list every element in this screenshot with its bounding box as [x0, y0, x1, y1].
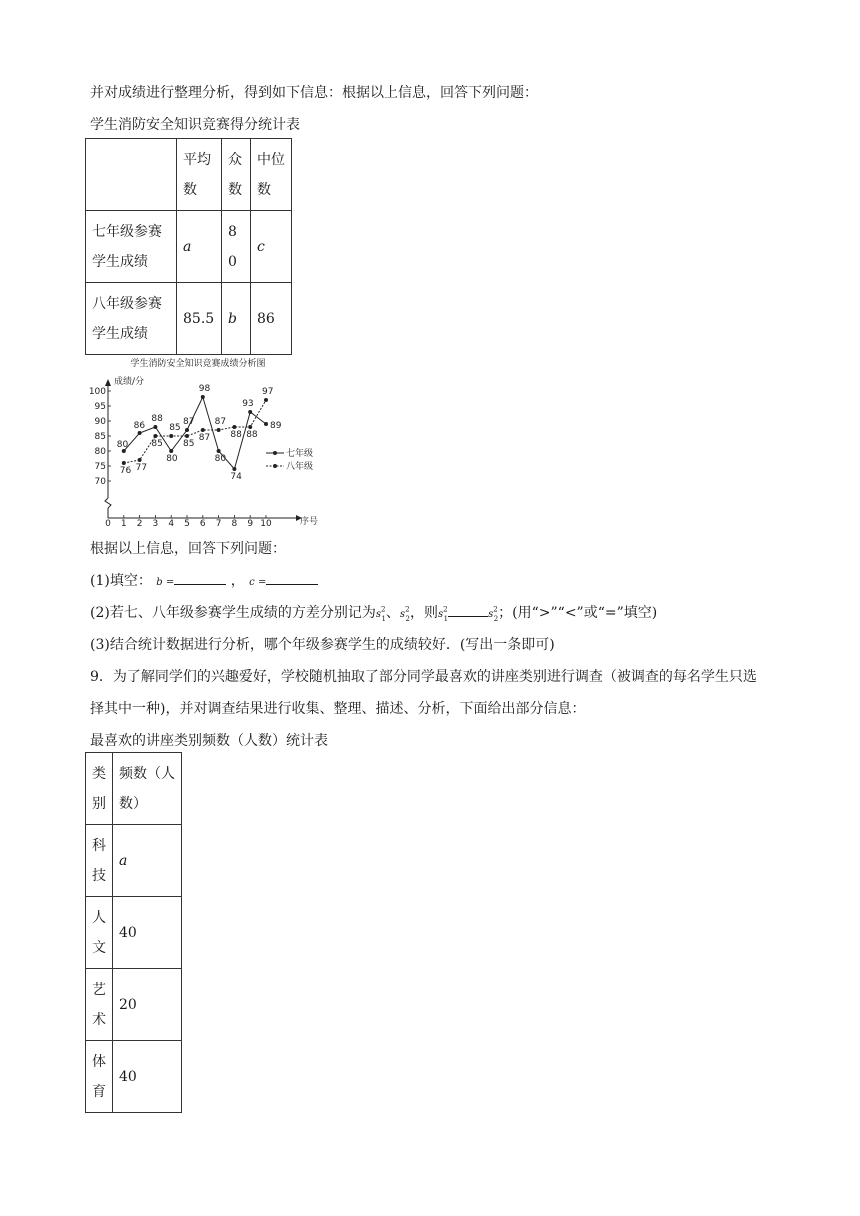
y-tick-label: 95	[94, 402, 106, 412]
q2-text: (2)若七、八年级参赛学生成绩的方差分别记为	[90, 605, 376, 621]
table-cell: c	[251, 211, 292, 283]
q2-s-2: s	[488, 609, 494, 620]
question-2: (2)若七、八年级参赛学生成绩的方差分别记为$s^2_1$、$s^2_2$，则$s^2_1$ $s^2_2$；(用“>”“<”或“=”填空)	[90, 602, 657, 623]
after-chart-text: 根据以上信息，回答下列问题：	[90, 541, 286, 557]
table-row	[86, 1041, 182, 1113]
intro-text: 并对成绩进行整理分析，得到如下信息：根据以上信息，回答下列问题：	[90, 85, 538, 101]
table-row-label: 八年级参赛学生成绩	[86, 283, 177, 355]
data-point	[248, 425, 252, 429]
x-tick-label: 1	[120, 519, 127, 529]
q2-then: ，则	[410, 605, 438, 621]
table-row-label: 艺术	[86, 969, 113, 1041]
x-tick-label: 5	[184, 519, 190, 529]
table-row	[86, 969, 182, 1041]
table-cell: b	[222, 283, 251, 355]
q1-b-blank[interactable]	[174, 570, 226, 585]
x-axis-label: 序号	[300, 517, 319, 527]
data-label: 93	[242, 399, 254, 409]
x-tick-label: 3	[152, 519, 159, 529]
q1-c-label: c =	[249, 577, 267, 588]
data-label: 87	[214, 417, 227, 427]
data-point	[201, 395, 205, 399]
data-point	[217, 428, 221, 432]
q1-sep: ，	[230, 573, 245, 589]
data-point	[138, 431, 142, 435]
data-label: 97	[262, 387, 274, 397]
data-label: 88	[246, 430, 258, 440]
table-row-label: 体育	[86, 1041, 113, 1113]
y-tick-label: 75	[94, 462, 106, 472]
table-row	[86, 139, 292, 211]
q2-s1: s	[375, 609, 381, 620]
data-label: 89	[270, 421, 282, 431]
q2-sep: 、	[385, 605, 400, 621]
table1-caption: 学生消防安全知识竞赛得分统计表	[90, 117, 300, 133]
x-tick-label: 2	[136, 519, 143, 529]
data-point	[185, 428, 189, 432]
table-header-cell: 频数（人数）	[113, 753, 182, 825]
table-header-cell: 中位数	[251, 139, 292, 211]
data-point	[232, 467, 236, 471]
data-point	[201, 428, 205, 432]
data-label: 88	[230, 430, 242, 440]
data-label: 86	[133, 421, 146, 431]
q2-tail: ；(用“>”“<”或“=”填空)	[498, 605, 658, 621]
data-point	[185, 434, 189, 438]
q2-s2: s	[399, 609, 406, 620]
table-header-cell: 平均数	[177, 139, 222, 211]
table2-caption: 最喜欢的讲座类别频数（人数）统计表	[90, 733, 328, 749]
x-tick-label: 6	[199, 519, 206, 529]
data-label: 85	[151, 439, 163, 449]
table-row	[86, 211, 292, 283]
legend-marker	[273, 451, 277, 455]
legend-label: 七年级	[286, 449, 314, 459]
data-label: 80	[214, 454, 227, 464]
data-point	[153, 425, 157, 429]
data-point	[153, 434, 157, 438]
q1-c-blank[interactable]	[266, 570, 318, 585]
x-tick-label: 8	[231, 519, 238, 529]
table-row-label: 人文	[86, 897, 113, 969]
table-cell: 86	[251, 283, 292, 355]
data-point	[217, 449, 221, 453]
data-point	[264, 422, 268, 426]
x-tick-label: 10	[260, 519, 272, 529]
score-line-chart	[88, 354, 338, 530]
data-label: 85	[183, 439, 195, 449]
data-label: 85	[169, 423, 181, 433]
table-row	[86, 825, 182, 897]
table-row	[86, 897, 182, 969]
table-header-cell: 众数	[222, 139, 251, 211]
table-row	[86, 283, 292, 355]
table-row-label: 七年级参赛学生成绩	[86, 211, 177, 283]
table-header-cell	[86, 139, 177, 211]
question-9-line1: 9．为了解同学们的兴趣爱好，学校随机抽取了部分同学最喜欢的讲座类别进行调查（被调查的每名学生只选	[90, 669, 757, 685]
table-row	[86, 753, 182, 825]
lecture-frequency-table	[85, 752, 182, 1113]
data-label: 77	[135, 463, 148, 473]
data-label: 88	[151, 414, 163, 424]
q2-blank[interactable]	[448, 602, 488, 617]
data-point	[248, 410, 252, 414]
table-cell: 40	[113, 897, 182, 969]
data-label: 80	[116, 440, 129, 450]
q1-b-label: b =	[156, 577, 175, 588]
data-label: 98	[198, 384, 211, 394]
table-header-cell: 类别	[86, 753, 113, 825]
q2-s-1: s	[438, 609, 444, 620]
data-label: 87	[183, 417, 195, 427]
table-cell: a	[177, 211, 222, 283]
data-point	[138, 458, 142, 462]
data-point	[264, 398, 268, 402]
data-point	[169, 449, 173, 453]
data-label: 80	[166, 454, 178, 464]
data-point	[169, 434, 173, 438]
x-tick-label: 9	[247, 519, 254, 529]
x-tick-label: 7	[215, 519, 222, 529]
table-cell: a	[113, 825, 182, 897]
y-tick-label: 85	[94, 432, 106, 442]
x-tick-label: 0	[105, 519, 111, 529]
q1-prefix: (1)填空：	[90, 573, 152, 589]
y-tick-label: 100	[88, 387, 106, 397]
y-axis-break	[105, 498, 111, 508]
x-tick-label: 4	[168, 519, 175, 529]
data-label: 87	[198, 433, 211, 443]
table-cell: 85.5	[177, 283, 222, 355]
y-axis-label: 成绩/分	[114, 377, 145, 387]
table-cell: 80	[222, 211, 251, 283]
data-label: 74	[230, 472, 242, 482]
question-3: (3)结合统计数据进行分析，哪个年级参赛学生的成绩较好．(写出一条即可)	[90, 637, 555, 653]
legend-marker	[273, 464, 277, 468]
data-point	[232, 425, 236, 429]
chart-title: 学生消防安全知识竞赛成绩分析图	[130, 359, 266, 369]
legend-label: 八年级	[286, 462, 314, 472]
data-label: 76	[119, 466, 132, 476]
table-row-label: 科技	[86, 825, 113, 897]
y-tick-label: 70	[94, 477, 106, 487]
table-cell: 20	[113, 969, 182, 1041]
y-tick-label: 90	[94, 417, 106, 427]
table-cell: 40	[113, 1041, 182, 1113]
score-stats-table	[85, 138, 292, 355]
y-axis-arrow	[105, 379, 111, 386]
question-1	[90, 570, 318, 590]
data-point	[122, 461, 126, 465]
y-tick-label: 80	[94, 447, 106, 457]
question-9-line2: 择其中一种)，并对调查结果进行收集、整理、描述、分析，下面给出部分信息：	[90, 701, 586, 717]
